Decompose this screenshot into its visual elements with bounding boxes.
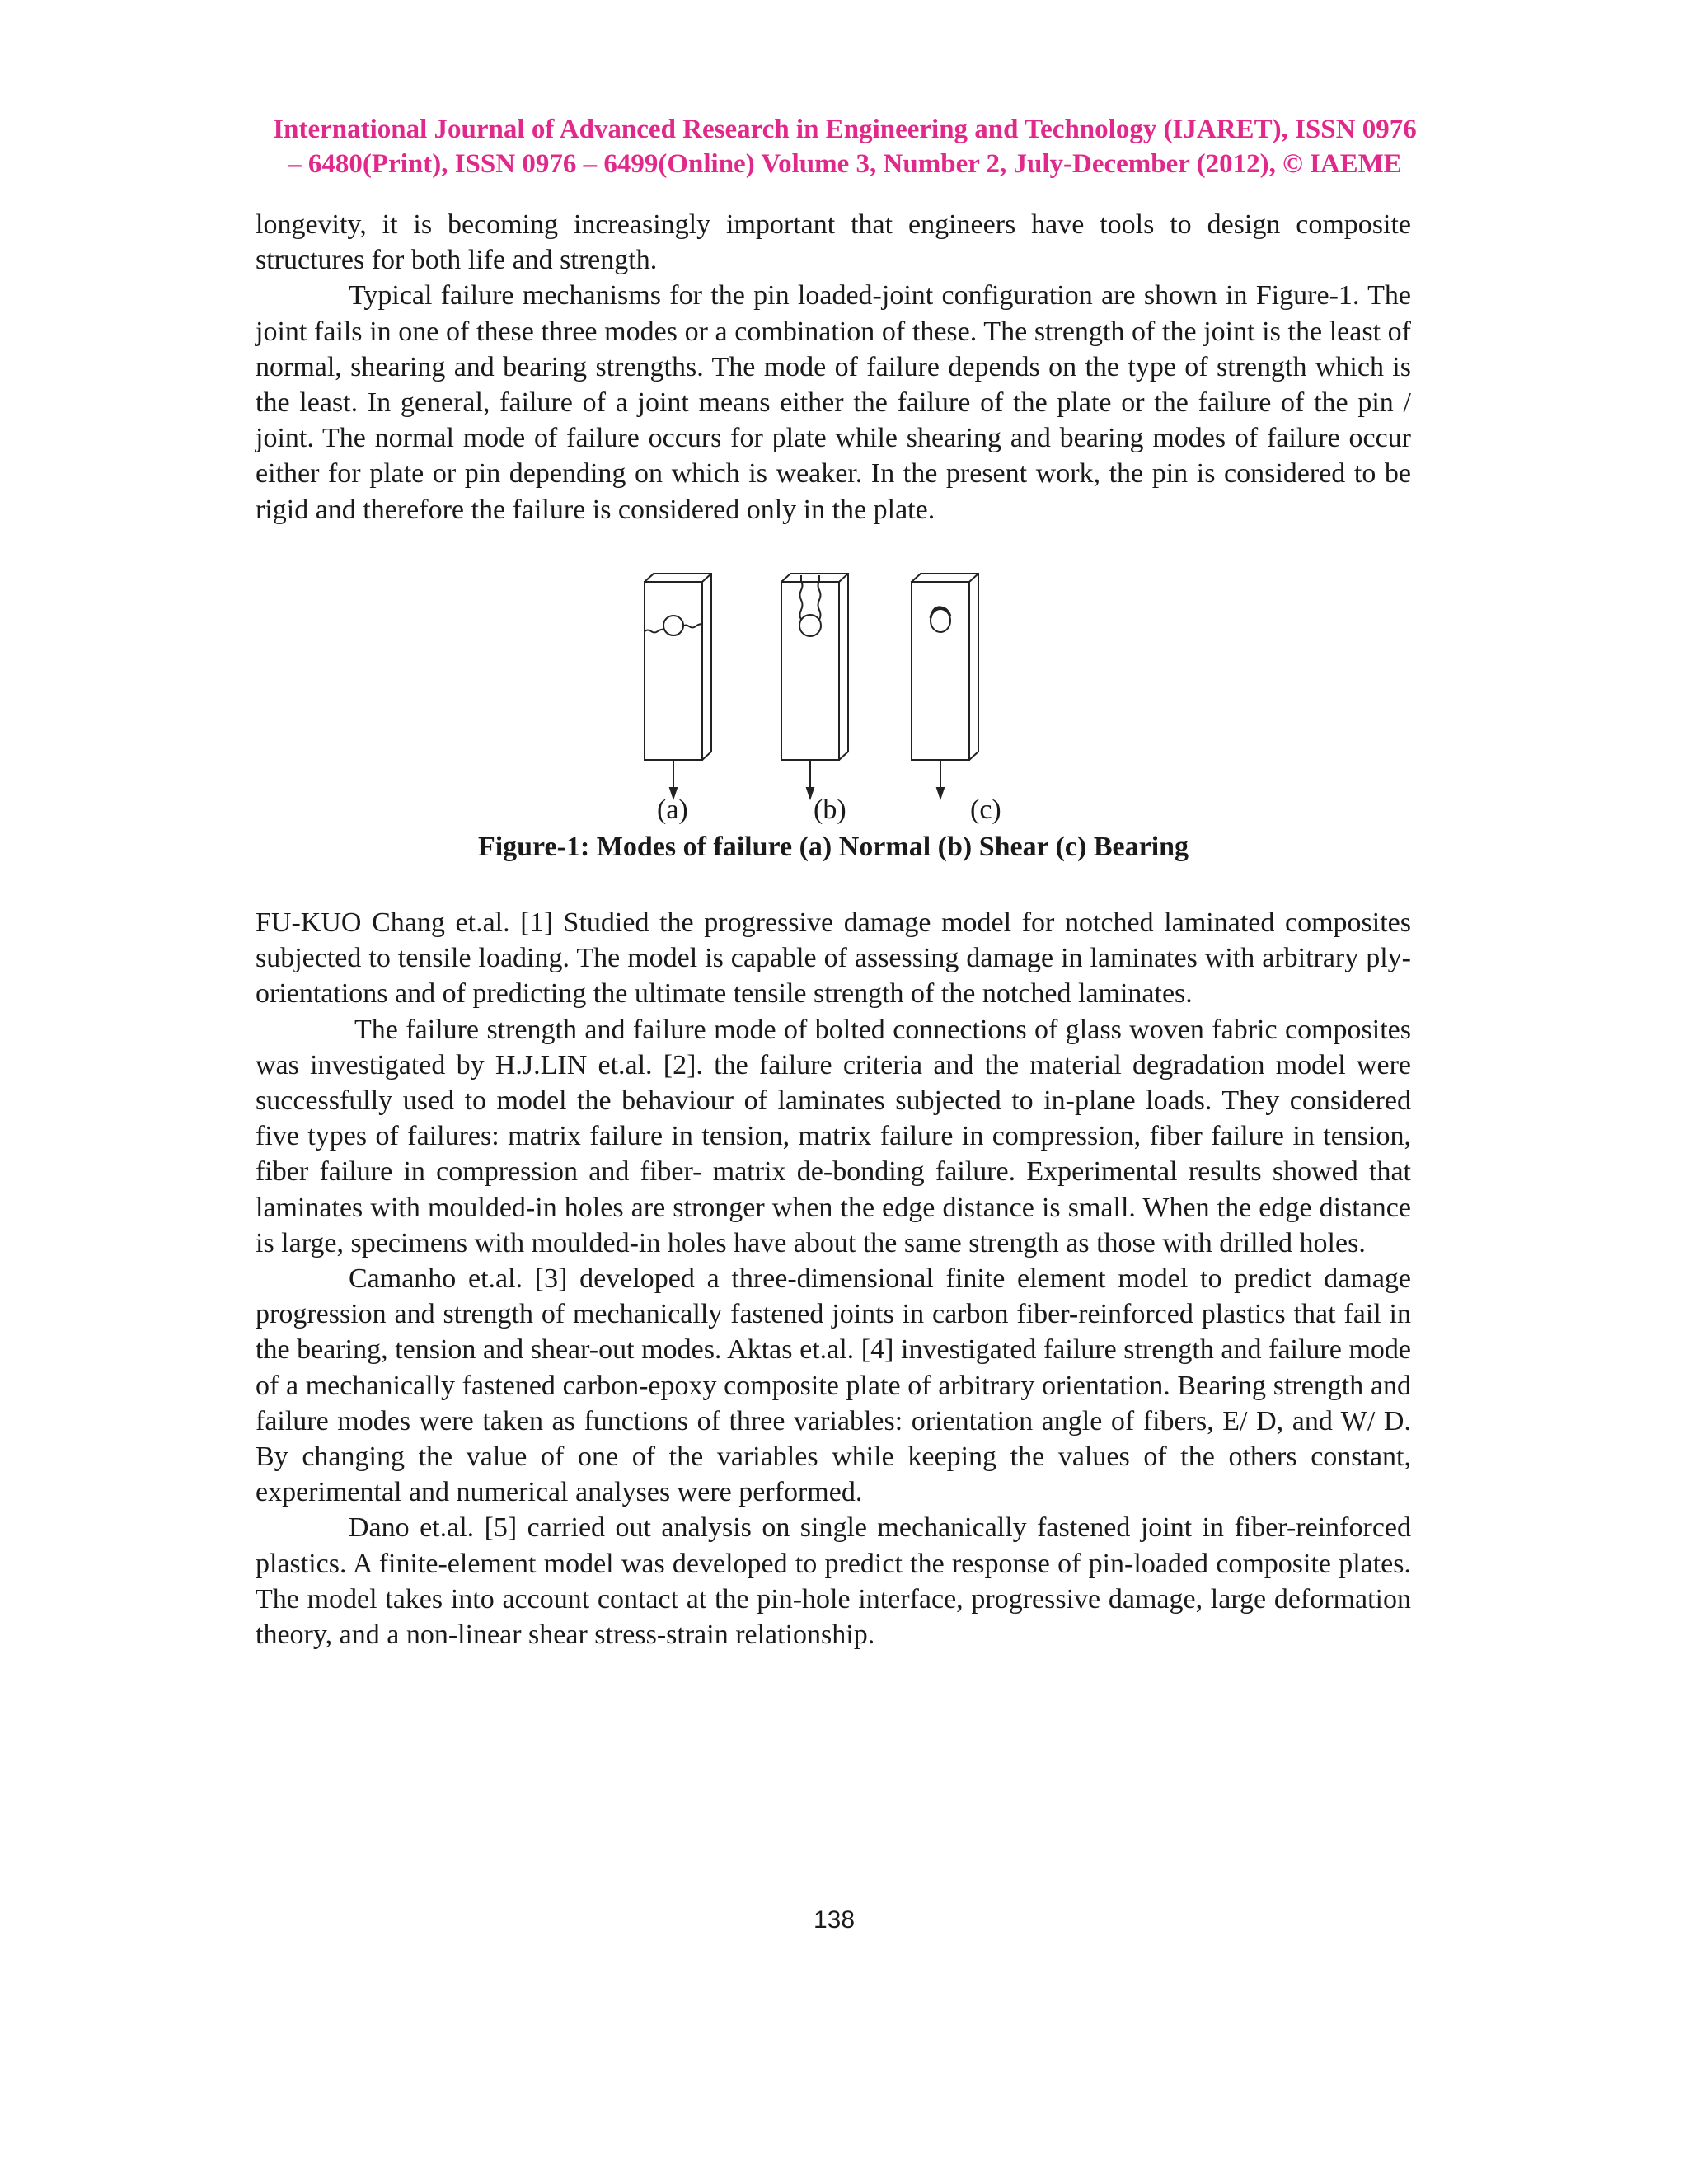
plate-normal-failure bbox=[645, 574, 711, 798]
plate-bearing-failure bbox=[912, 574, 978, 798]
page-number: 138 bbox=[813, 1906, 856, 1933]
body-text-bottom bbox=[256, 905, 1411, 1652]
paragraph-dano: Dano et.al. [5] carried out analysis on single mechanically fastened joint in fiber-reinforced plastics. A finite-element model was developed to predict the response of pin-loaded composite plates. The model takes into account contact at the pin-hole interface, progressive damage, large deformation theory, and a non-linear shear stress-strain relationship. bbox=[256, 1512, 1411, 1651]
figure-label-c: (c) bbox=[970, 794, 1001, 825]
paragraph-failure-mechanisms: Typical failure mechanisms for the pin loaded-joint configuration are shown in Figure-1. The joint fails in one of these three modes or a combination of these. The strength of the joint is the least of normal, shearing and bearing strengths. The mode of failure depends on the type of strength which is the least. In general, failure of a joint means either the failure of the plate or the failure of the pin / joint. The normal mode of failure occurs for plate while shearing and bearing modes of failure occur either for plate or pin depending on which is weaker. In the present work, the pin is considered to be rigid and therefore the failure is considered only in the plate. bbox=[256, 280, 1411, 525]
figure-caption: Figure-1: Modes of failure (a) Normal (b) Shear (c) Bearing bbox=[477, 832, 1189, 862]
paragraph-continuation: longevity, it is becoming increasingly important that engineers have tools to design composite structures for both life and strength. bbox=[256, 209, 1411, 276]
journal-header-line-2: – 6480(Print), ISSN 0976 – 6499(Online) Volume 3, Number 2, July-December (2012), © IAEME bbox=[288, 149, 1402, 179]
journal-header bbox=[243, 112, 1447, 181]
paragraph-chang: FU-KUO Chang et.al. [1] Studied the progressive damage model for notched laminated composites subjected to tensile loading. The model is capable of assessing damage in laminates with arbitrary ply-orientations and of predicting the ultimate tensile strength of the notched laminates. bbox=[256, 907, 1411, 1010]
body-text-top bbox=[256, 207, 1411, 527]
figure-label-a: (a) bbox=[657, 794, 688, 825]
paragraph-lin: The failure strength and failure mode of bolted connections of glass woven fabric composites was investigated by H.J.LIN et.al. [2]. the failure criteria and the material degradation model were successfully used to model the behaviour of laminates subjected to in-plane loads. They considered five types of failures: matrix failure in tension, matrix failure in compression, fiber failure in tension, fiber failure in compression and fiber- matrix de-bonding failure. Experimental results showed that laminates with moulded-in holes are stronger when the edge distance is small. When the edge distance is large, specimens with moulded-in holes have about the same strength as those with drilled holes. bbox=[256, 1014, 1411, 1258]
paragraph-camanho: Camanho et.al. [3] developed a three-dimensional finite element model to predict damage progression and strength of mechanically fastened joints in carbon fiber-reinforced plastics that fail in the bearing, tension and shear-out modes. Aktas et.al. [4] investigated failure strength and failure mode of a mechanically fastened carbon-epoxy composite plate of arbitrary orientation. Bearing strength and failure modes were taken as functions of three variables: orientation angle of fibers, E/ D, and W/ D. By changing the value of one of the variables while keeping the values of the others constant, experimental and numerical analyses were performed. bbox=[256, 1263, 1411, 1508]
journal-header-line-1: International Journal of Advanced Research in Engineering and Technology (IJARET), ISSN 0976 bbox=[273, 115, 1417, 144]
figure-label-b: (b) bbox=[814, 794, 846, 825]
plate-shear-failure bbox=[781, 574, 848, 798]
